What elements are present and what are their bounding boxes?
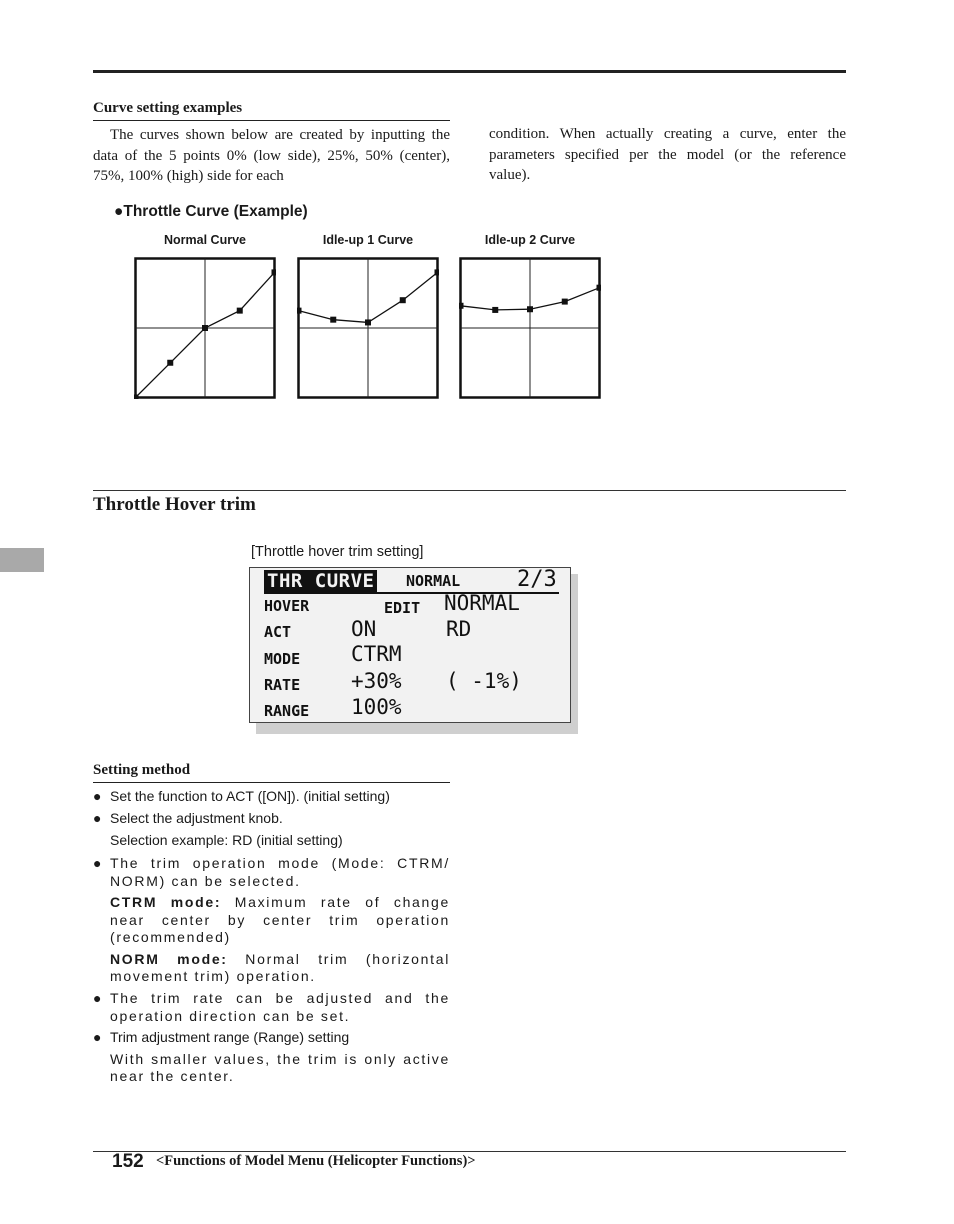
lcd-label-mode: MODE <box>264 650 301 668</box>
heading-rule <box>93 120 450 121</box>
lcd-edit-value[interactable]: NORMAL <box>444 591 520 615</box>
lcd-edit: EDIT <box>384 599 421 617</box>
lcd-label-range: RANGE <box>264 702 310 720</box>
top-rule <box>93 70 846 73</box>
bullet-icon: ● <box>93 788 102 804</box>
curve-point <box>562 299 568 305</box>
lcd-label-act: ACT <box>264 623 292 641</box>
lcd-condition: NORMAL <box>406 572 461 590</box>
intro-paragraph-left: The curves shown below are created by inputting the data of the 5 points 0% (low side), 25%, 50% (center), 75%, 100% (high) side for each <box>93 127 450 184</box>
bullet-icon: ● <box>93 990 102 1006</box>
footer-rule <box>93 1151 846 1152</box>
chart-label-idle-up-1: Idle-up 1 Curve <box>322 233 414 247</box>
throttle-hover-trim-title: Throttle Hover trim <box>93 494 256 515</box>
setting-method-heading: Setting method <box>93 762 191 778</box>
chapter-tab <box>0 548 44 572</box>
page-number: 152 <box>112 1151 144 1172</box>
lcd-range-value[interactable]: 100% <box>351 695 402 719</box>
lcd-rate-value[interactable]: +30% <box>351 669 402 693</box>
curve-point <box>597 285 602 291</box>
curve-point <box>492 307 498 313</box>
list-item-sub: CTRM mode: Maximum rate of change near center by center trim operation (recommended) <box>110 894 450 945</box>
list-item: ● The trim rate can be adjusted and the operation direction can be set. <box>93 990 450 1024</box>
list-item-sub: With smaller values, the trim is only active near the center. <box>110 1050 450 1084</box>
bullet-icon: ● <box>93 810 102 826</box>
curve-point <box>134 395 139 400</box>
throttle-curve-title: ●Throttle Curve (Example) <box>114 203 308 220</box>
list-item: ● The trim operation mode (Mode: CTRM/ NORM) can be selected. CTRM mode: Maximum rate of change near center by center trim operation (recommended) NORM mode: Normal trim (horizontal movement trim) operation. <box>93 855 450 984</box>
lcd-act-value[interactable]: ON <box>351 617 377 641</box>
bullet-icon: ● <box>93 1029 102 1045</box>
list-item: ● Set the function to ACT ([ON]). (initial setting) <box>93 788 390 804</box>
lcd-title: THR CURVE <box>264 570 377 593</box>
section-heading: Curve setting examples <box>93 100 243 116</box>
footer-text: <Functions of Model Menu (Helicopter Functions)> <box>156 1153 476 1169</box>
curve-point <box>330 317 336 323</box>
curve-point <box>202 325 208 331</box>
curve-point <box>167 360 173 366</box>
curve-point <box>435 269 440 275</box>
ctrm-mode-label: CTRM mode: <box>110 894 222 910</box>
list-item-sub: NORM mode: Normal trim (horizontal movement trim) operation. <box>110 950 450 984</box>
screen-caption: [Throttle hover trim setting] <box>251 544 424 560</box>
lcd-rate-trim: ( -1%) <box>446 669 522 693</box>
curve-point <box>272 269 277 275</box>
lcd-screen <box>249 567 571 723</box>
lcd-page: 2/3 <box>517 567 557 592</box>
lcd-label-rate: RATE <box>264 676 301 694</box>
chart-idle-up-2-curve <box>459 257 601 399</box>
section-rule <box>93 490 846 491</box>
lcd-label-hover: HOVER <box>264 597 310 615</box>
intro-paragraph-right: condition. When actually creating a curve, enter the parameters specified per the model (or the reference value). <box>489 126 846 183</box>
lcd-knob-value[interactable]: RD <box>446 617 472 641</box>
curve-point <box>237 308 243 314</box>
curve-point <box>297 308 302 314</box>
setting-method-rule <box>93 782 450 783</box>
list-item: ● Trim adjustment range (Range) setting With smaller values, the trim is only active near the center. <box>93 1029 450 1084</box>
bullet-icon: ● <box>93 855 102 871</box>
chart-normal-curve <box>134 257 276 399</box>
chart-label-idle-up-2: Idle-up 2 Curve <box>484 233 576 247</box>
list-item: ● Select the adjustment knob. Selection example: RD (initial setting) <box>93 810 450 849</box>
chart-label-normal: Normal Curve <box>164 233 246 247</box>
curve-point <box>527 306 533 312</box>
chart-idle-up-1-curve <box>297 257 439 399</box>
list-item-sub: Selection example: RD (initial setting) <box>110 831 343 848</box>
lcd-mode-value[interactable]: CTRM <box>351 642 402 666</box>
norm-mode-label: NORM mode: <box>110 950 228 967</box>
curve-point <box>400 297 406 303</box>
curve-point <box>459 303 464 309</box>
curve-point <box>365 319 371 325</box>
